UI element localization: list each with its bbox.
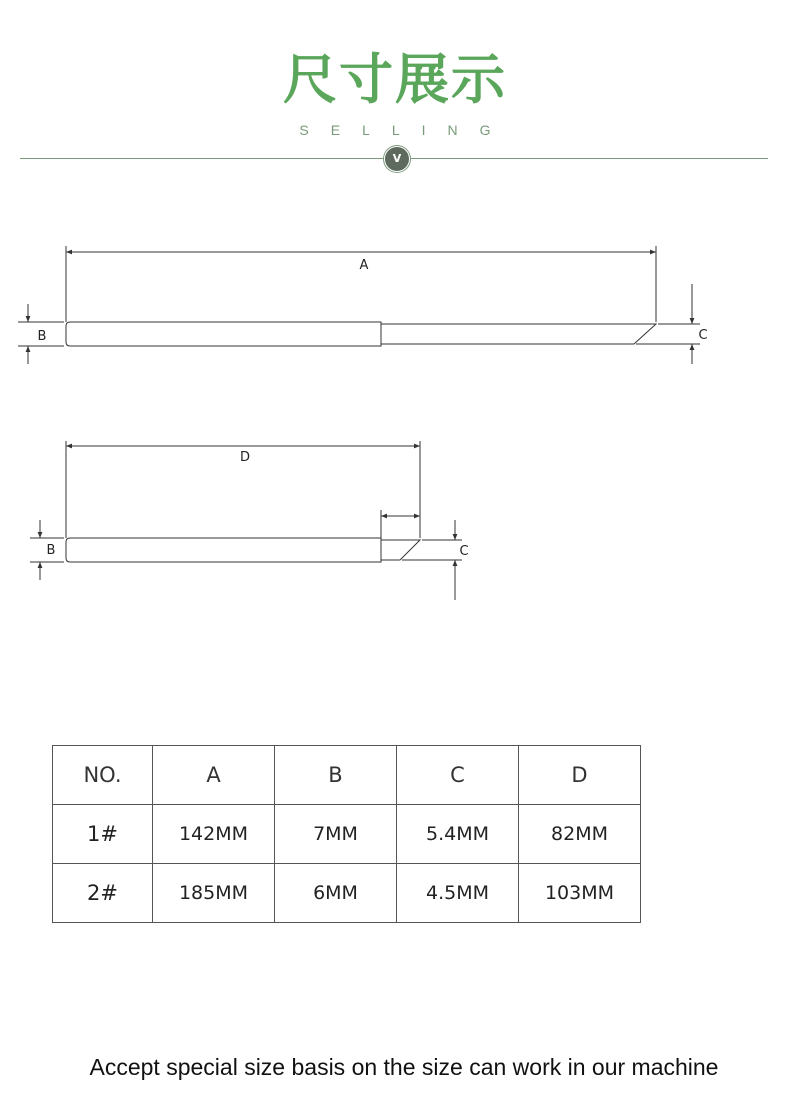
table-header-cell: NO. (53, 746, 153, 805)
table-header-row (53, 746, 641, 805)
table-cell: 103MM (519, 864, 641, 923)
dimension-label-c1: C (698, 328, 708, 343)
table-header-cell: A (153, 746, 275, 805)
badge-glyph: V (392, 152, 402, 165)
dimension-label-b2: B (46, 543, 56, 558)
table-cell: 5.4MM (397, 805, 519, 864)
table-header-cell: D (519, 746, 641, 805)
page-subtitle: SELLING (299, 122, 513, 138)
table-header-cell: C (397, 746, 519, 805)
table-row (53, 805, 641, 864)
table-cell: 2# (53, 864, 153, 923)
size-table (52, 745, 641, 923)
dimension-label-b1: B (37, 329, 47, 344)
dimension-label-d: D (239, 450, 251, 465)
dimension-label-a: A (359, 258, 369, 273)
table-cell: 7MM (275, 805, 397, 864)
table-cell: 185MM (153, 864, 275, 923)
table-cell: 82MM (519, 805, 641, 864)
footer-note: Accept special size basis on the size can work in our machine (89, 1054, 719, 1080)
page-title: 尺寸展示 (283, 48, 507, 111)
table-cell: 6MM (275, 864, 397, 923)
table-row (53, 864, 641, 923)
table-header-cell: B (275, 746, 397, 805)
table-cell: 142MM (153, 805, 275, 864)
dimension-label-c2: C (459, 544, 469, 559)
table-cell: 1# (53, 805, 153, 864)
table-cell: 4.5MM (397, 864, 519, 923)
